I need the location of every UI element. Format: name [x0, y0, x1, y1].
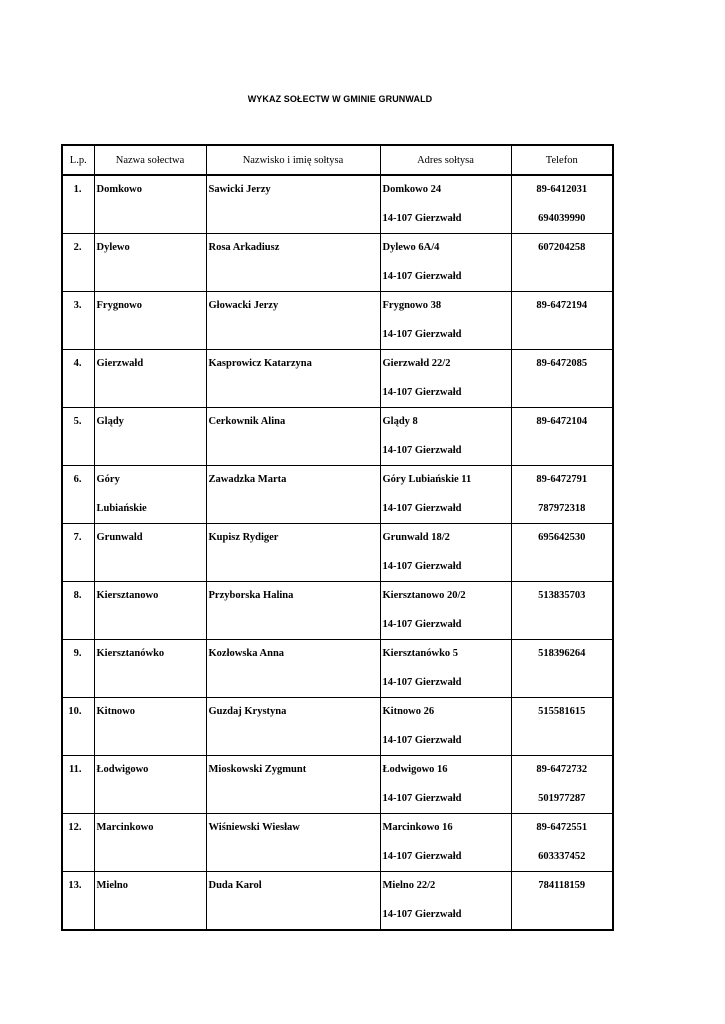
village-name: Kiersztanowo [96, 590, 159, 601]
cell-village-name [94, 582, 206, 640]
cell-address [380, 234, 511, 292]
cell-village-name [94, 350, 206, 408]
cell-phone [511, 175, 613, 234]
table-row [62, 466, 613, 524]
table-row [62, 582, 613, 640]
cell-phone [511, 698, 613, 756]
row-number: 1. [73, 184, 82, 195]
cell-person-name [206, 408, 380, 466]
table-row [62, 524, 613, 582]
cell-person-name [206, 292, 380, 350]
row-number: 6. [73, 474, 82, 485]
cell-village-name [94, 292, 206, 350]
cell-village-name [94, 640, 206, 698]
address-street: Kiersztanówko 5 [382, 648, 459, 659]
cell-person-name [206, 872, 380, 931]
table-row [62, 408, 613, 466]
address-postal: 14-107 Gierzwałd [382, 445, 462, 456]
cell-phone [511, 640, 613, 698]
cell-person-name [206, 466, 380, 524]
address-street: Marcinkowo 16 [382, 822, 453, 833]
cell-lp [62, 756, 94, 814]
cell-phone [511, 234, 613, 292]
person-name: Sawicki Jerzy [208, 184, 271, 195]
row-number: 12. [68, 822, 82, 833]
address-street: Gierzwałd 22/2 [382, 358, 451, 369]
village-name: Góry [96, 474, 120, 485]
cell-lp [62, 234, 94, 292]
cell-lp [62, 292, 94, 350]
cell-lp [62, 408, 94, 466]
phone-primary: 515581615 [538, 706, 586, 717]
table-row [62, 640, 613, 698]
person-name: Kupisz Rydiger [208, 532, 279, 543]
cell-person-name [206, 756, 380, 814]
cell-person-name [206, 698, 380, 756]
village-name: Dylewo [96, 242, 130, 253]
person-name: Duda Karol [208, 880, 262, 891]
table-row [62, 698, 613, 756]
address-street: Glądy 8 [382, 416, 418, 427]
header-row [62, 145, 613, 175]
address-postal: 14-107 Gierzwałd [382, 735, 462, 746]
row-number: 7. [73, 532, 82, 543]
village-name: Grunwald [96, 532, 143, 543]
phone-primary: 89-6472791 [536, 474, 588, 485]
village-name-cont: Lubiańskie [96, 503, 147, 514]
cell-lp [62, 814, 94, 872]
phone-primary: 89-6472085 [536, 358, 588, 369]
address-postal: 14-107 Gierzwałd [382, 561, 462, 572]
cell-phone [511, 756, 613, 814]
address-postal: 14-107 Gierzwałd [382, 271, 462, 282]
village-name: Marcinkowo [96, 822, 154, 833]
cell-address [380, 292, 511, 350]
village-name: Domkowo [96, 184, 143, 195]
header-lp: L.p. [62, 145, 94, 175]
cell-person-name [206, 175, 380, 234]
cell-lp [62, 640, 94, 698]
cell-address [380, 814, 511, 872]
cell-village-name [94, 756, 206, 814]
row-number: 3. [73, 300, 82, 311]
table-row [62, 872, 613, 931]
phone-secondary: 694039990 [538, 213, 586, 224]
address-postal: 14-107 Gierzwałd [382, 793, 462, 804]
cell-village-name [94, 234, 206, 292]
address-street: Grunwald 18/2 [382, 532, 450, 543]
phone-primary: 89-6472194 [536, 300, 588, 311]
address-street: Kiersztanowo 20/2 [382, 590, 466, 601]
cell-phone [511, 582, 613, 640]
village-name: Mielno [96, 880, 128, 891]
village-name: Frygnowo [96, 300, 142, 311]
cell-address [380, 872, 511, 931]
cell-lp [62, 175, 94, 234]
table-row [62, 814, 613, 872]
phone-secondary: 787972318 [538, 503, 586, 514]
address-postal: 14-107 Gierzwałd [382, 213, 462, 224]
person-name: Wiśniewski Wiesław [208, 822, 300, 833]
phone-secondary: 603337452 [538, 851, 586, 862]
address-postal: 14-107 Gierzwałd [382, 503, 462, 514]
cell-village-name [94, 814, 206, 872]
phone-primary: 89-6472551 [536, 822, 588, 833]
person-name: Zawadzka Marta [208, 474, 287, 485]
header-person-name: Nazwisko i imię sołtysa [206, 145, 380, 175]
row-number: 9. [73, 648, 82, 659]
cell-person-name [206, 640, 380, 698]
cell-lp [62, 524, 94, 582]
phone-primary: 89-6472732 [536, 764, 588, 775]
person-name: Głowacki Jerzy [208, 300, 279, 311]
person-name: Rosa Arkadiusz [208, 242, 280, 253]
row-number: 10. [68, 706, 82, 717]
cell-village-name [94, 524, 206, 582]
cell-person-name [206, 582, 380, 640]
cell-address [380, 698, 511, 756]
cell-address [380, 466, 511, 524]
row-number: 8. [73, 590, 82, 601]
phone-primary: 513835703 [538, 590, 586, 601]
person-name: Cerkownik Alina [208, 416, 286, 427]
address-street: Góry Lubiańskie 11 [382, 474, 472, 485]
table-row [62, 756, 613, 814]
village-name: Kiersztanówko [96, 648, 165, 659]
cell-person-name [206, 350, 380, 408]
phone-primary: 607204258 [538, 242, 586, 253]
cell-village-name [94, 408, 206, 466]
cell-village-name [94, 175, 206, 234]
person-name: Kozłowska Anna [208, 648, 285, 659]
person-name: Kasprowicz Katarzyna [208, 358, 312, 369]
person-name: Mioskowski Zygmunt [208, 764, 307, 775]
village-name: Gierzwałd [96, 358, 144, 369]
table-row [62, 292, 613, 350]
cell-address [380, 640, 511, 698]
cell-address [380, 582, 511, 640]
cell-lp [62, 350, 94, 408]
address-street: Dylewo 6A/4 [382, 242, 440, 253]
header-address: Adres sołtysa [380, 145, 511, 175]
table-row [62, 175, 613, 234]
cell-lp [62, 582, 94, 640]
table-header [62, 145, 613, 175]
phone-primary: 89-6472104 [536, 416, 588, 427]
header-village-name: Nazwa sołectwa [94, 145, 206, 175]
address-street: Mielno 22/2 [382, 880, 436, 891]
cell-village-name [94, 872, 206, 931]
cell-phone [511, 524, 613, 582]
row-number: 2. [73, 242, 82, 253]
table-row [62, 350, 613, 408]
cell-phone [511, 350, 613, 408]
cell-person-name [206, 234, 380, 292]
address-postal: 14-107 Gierzwałd [382, 909, 462, 920]
row-number: 5. [73, 416, 82, 427]
phone-primary: 89-6412031 [536, 184, 588, 195]
row-number: 13. [68, 880, 82, 891]
village-name: Glądy [96, 416, 124, 427]
address-postal: 14-107 Gierzwałd [382, 619, 462, 630]
document-title: WYKAZ SOŁECTW W GMINIE GRUNWALD [247, 94, 433, 104]
cell-address [380, 408, 511, 466]
address-street: Domkowo 24 [382, 184, 442, 195]
phone-secondary: 501977287 [538, 793, 586, 804]
cell-address [380, 756, 511, 814]
person-name: Przyborska Halina [208, 590, 294, 601]
phone-primary: 695642530 [538, 532, 586, 543]
cell-lp [62, 872, 94, 931]
address-postal: 14-107 Gierzwałd [382, 677, 462, 688]
phone-primary: 518396264 [538, 648, 586, 659]
village-name: Kitnowo [96, 706, 136, 717]
village-name: Łodwigowo [96, 764, 149, 775]
table-body [62, 175, 613, 930]
table-row [62, 234, 613, 292]
cell-lp [62, 466, 94, 524]
header-phone: Telefon [511, 145, 613, 175]
cell-address [380, 350, 511, 408]
cell-phone [511, 814, 613, 872]
row-number: 4. [73, 358, 82, 369]
address-street: Frygnowo 38 [382, 300, 442, 311]
cell-phone [511, 292, 613, 350]
cell-phone [511, 872, 613, 931]
cell-village-name [94, 466, 206, 524]
person-name: Guzdaj Krystyna [208, 706, 287, 717]
cell-lp [62, 698, 94, 756]
row-number: 11. [68, 764, 82, 775]
cell-person-name [206, 524, 380, 582]
cell-phone [511, 408, 613, 466]
cell-address [380, 524, 511, 582]
address-street: Łodwigowo 16 [382, 764, 448, 775]
solectwa-table [61, 144, 614, 931]
phone-primary: 784118159 [538, 880, 586, 891]
address-street: Kitnowo 26 [382, 706, 435, 717]
address-postal: 14-107 Gierzwałd [382, 851, 462, 862]
cell-village-name [94, 698, 206, 756]
cell-phone [511, 466, 613, 524]
address-postal: 14-107 Gierzwałd [382, 329, 462, 340]
cell-address [380, 175, 511, 234]
address-postal: 14-107 Gierzwałd [382, 387, 462, 398]
cell-person-name [206, 814, 380, 872]
